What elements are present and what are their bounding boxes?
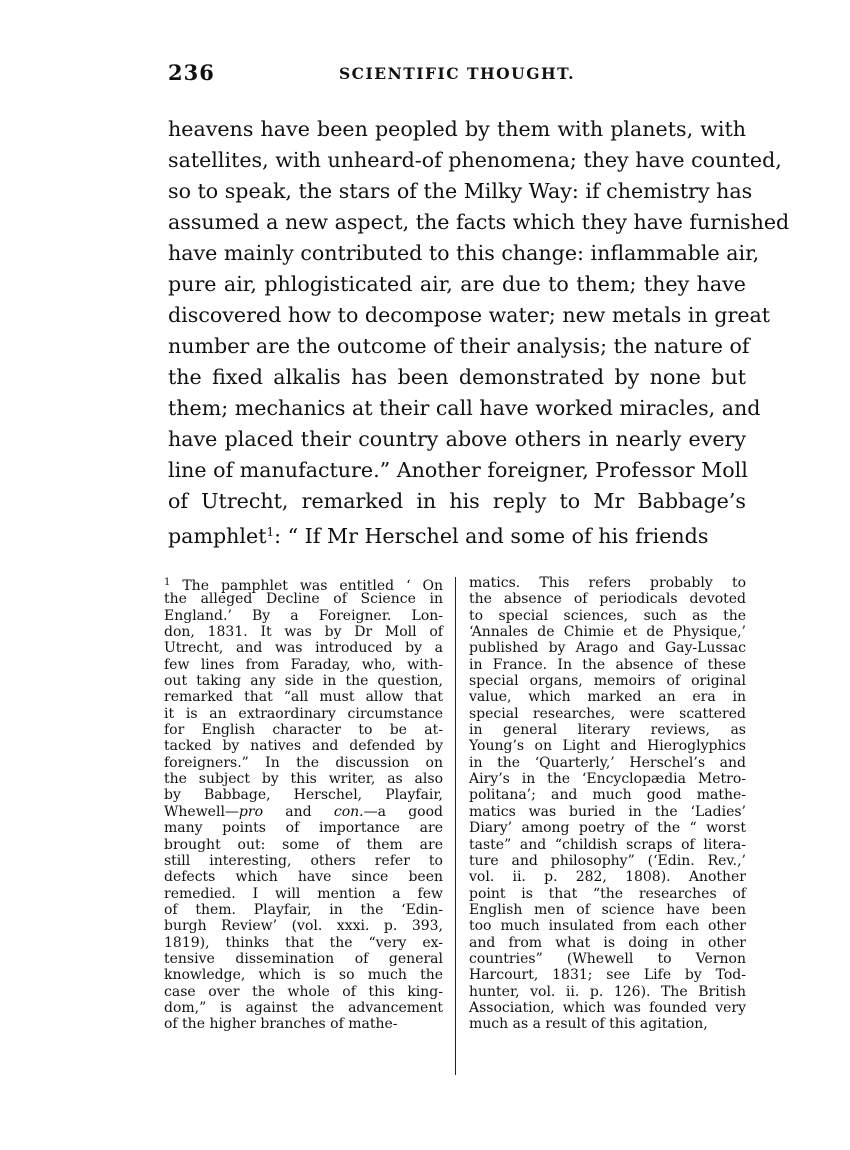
footnote-line: much as a result of this agitation, <box>469 1016 708 1033</box>
footnote-line: special researches, were scattered <box>469 705 746 722</box>
footnote-line: of them. Playfair, in the ‘Edin- <box>164 901 443 918</box>
footnote-line: ‘Annales de Chimie et de Physique,’ <box>469 624 746 641</box>
footnote-line: Association, which was founded very <box>469 999 746 1016</box>
footnote-line: the alleged Decline of Science in <box>164 591 443 608</box>
footnote-line: burgh Review’ (vol. xxxi. p. 393, <box>164 918 443 935</box>
footnote-line: published by Arago and Gay-Lussac <box>469 640 746 657</box>
footnote-line <box>164 575 443 594</box>
footnote-line: in the ‘Quarterly,’ Herschel’s and <box>469 754 746 771</box>
column-divider <box>455 577 456 1075</box>
footnote-line: in general literary reviews, as <box>469 722 746 739</box>
footnote-line: Harcourt, 1831; see Life by Tod- <box>469 967 746 984</box>
footnote-line: value, which marked an era in <box>469 689 746 706</box>
footnote-line: by Babbage, Herschel, Playfair, <box>164 787 443 804</box>
footnote-reference: 1 <box>266 525 275 539</box>
body-text <box>168 114 790 548</box>
footnote-line: point is that “the researches of <box>469 885 746 902</box>
footnote-line: out taking any side in the question, <box>164 673 443 690</box>
footnote-line: England.’ By a Foreigner. Lon- <box>164 607 443 624</box>
footnote-line: politana’; and much good mathe- <box>469 787 746 804</box>
footnote-line: brought out: some of them are <box>164 836 443 853</box>
body-line: them; mechanics at their call have worked miracles, and <box>168 396 761 420</box>
body-line: of Utrecht, remarked in his reply to Mr Babbage’s <box>168 489 746 513</box>
footnote-line: of the higher branches of mathe- <box>164 1016 398 1033</box>
footnote-line: the absence of periodicals devoted <box>469 591 746 608</box>
footnote-line: taste” and “childish scraps of litera- <box>469 836 746 853</box>
footnote-column-right <box>469 575 746 1033</box>
footnote-line: case over the whole of this king- <box>164 983 443 1000</box>
footnote-line: ture and philosophy” (‘Edin. Rev.,’ <box>469 852 746 869</box>
running-head: SCIENTIFIC THOUGHT. <box>338 64 576 83</box>
footnote-marker: 1 <box>164 577 171 588</box>
footnote-line: in France. In the absence of these <box>469 656 746 673</box>
body-text-fragment: pamphlet <box>168 524 267 548</box>
footnote-line: many points of importance are <box>164 820 443 837</box>
body-line: pure air, phlogisticated air, are due to them; they have <box>168 272 746 296</box>
body-line: heavens have been peopled by them with planets, with <box>168 117 746 141</box>
footnote-line: matics was buried in the ‘Ladies’ <box>469 803 746 820</box>
footnote-line: don, 1831. It was by Dr Moll of <box>164 624 443 641</box>
footnote-column-left <box>164 575 443 1033</box>
footnote-line: foreigners.” In the discussion on <box>164 754 443 771</box>
footnote-line: tensive dissemination of general <box>164 950 443 967</box>
footnote-line: remedied. I will mention a few <box>164 885 443 902</box>
footnote-line: to special sciences, such as the <box>469 607 746 624</box>
body-line: satellites, with unheard-of phenomena; they have counted, <box>168 148 782 172</box>
footnote-line: Utrecht, and was introduced by a <box>164 640 443 657</box>
page-header <box>168 60 746 94</box>
footnote-line: Airy’s in the ‘Encyclopædia Metro- <box>469 771 746 788</box>
footnote-line: remarked that “all must allow that <box>164 689 443 706</box>
body-line <box>168 517 746 548</box>
body-line: have placed their country above others in nearly every <box>168 427 746 451</box>
italic-term: con. <box>333 803 364 820</box>
footnote-line: special organs, memoirs of original <box>469 673 746 690</box>
footnote-line: the subject by this writer, as also <box>164 771 443 788</box>
footnote-line: 1819), thinks that the “very ex- <box>164 934 443 951</box>
footnote-line: it is an extraordinary circumstance <box>164 705 443 722</box>
footnote-line: Whewell—pro and con.—a good <box>164 803 443 820</box>
footnote-line: countries” (Whewell to Vernon <box>469 950 746 967</box>
footnote-line: dom,” is against the advancement <box>164 999 443 1016</box>
footnote-line: Young’s on Light and Hieroglyphics <box>469 738 746 755</box>
body-line: discovered how to decompose water; new metals in great <box>168 303 771 327</box>
body-line: line of manufacture.” Another foreigner, Professor Moll <box>168 458 748 482</box>
footnote-line: still interesting, others refer to <box>164 852 443 869</box>
body-line: the fixed alkalis has been demonstrated by none but <box>168 365 746 389</box>
body-line: number are the outcome of their analysis; the nature of <box>168 334 750 358</box>
footnotes <box>164 575 746 1075</box>
body-text-fragment: : “ If Mr Herschel and some of his friends <box>274 524 709 548</box>
footnote-line: few lines from Faraday, who, with- <box>164 656 443 673</box>
body-line: so to speak, the stars of the Milky Way: if chemistry has <box>168 179 753 203</box>
footnote-text-fragment: The pamphlet was entitled ‘ On <box>170 578 443 594</box>
body-line: assumed a new aspect, the facts which they have furnished <box>168 210 790 234</box>
body-line: have mainly contributed to this change: inflammable air, <box>168 241 760 265</box>
footnote-line: too much insulated from each other <box>469 918 746 935</box>
page-number: 236 <box>168 60 215 85</box>
footnote-line: tacked by natives and defended by <box>164 738 443 755</box>
footnote-line: hunter, vol. ii. p. 126). The British <box>469 983 746 1000</box>
footnote-line: defects which have since been <box>164 869 443 886</box>
footnote-line: knowledge, which is so much the <box>164 967 443 984</box>
footnote-line: Diary’ among poetry of the “ worst <box>469 820 746 837</box>
footnote-line: vol. ii. p. 282, 1808). Another <box>469 869 746 886</box>
italic-term: pro <box>238 803 264 820</box>
footnote-line: matics. This refers probably to <box>469 575 746 591</box>
footnote-line: English men of science have been <box>469 901 746 918</box>
footnote-line: and from what is doing in other <box>469 934 746 951</box>
footnote-line: for English character to be at- <box>164 722 443 739</box>
